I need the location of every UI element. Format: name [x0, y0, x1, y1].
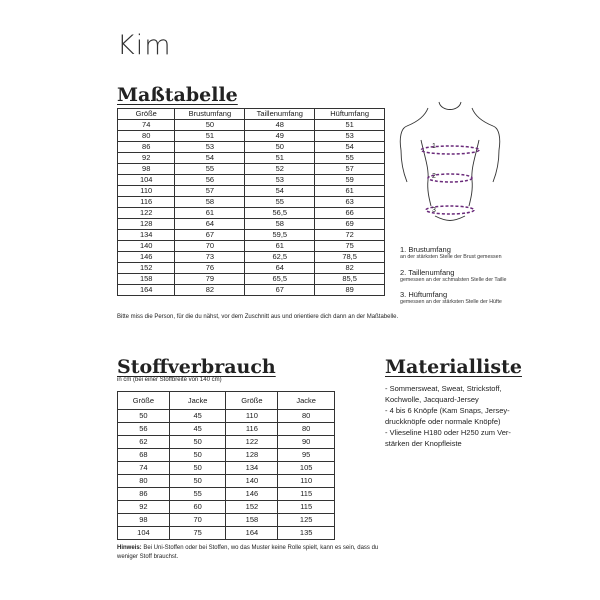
size-chart-cell: 59	[315, 175, 385, 186]
size-chart-cell: 56	[175, 175, 245, 186]
materials-heading: Materialliste	[385, 356, 522, 378]
size-chart-cell: 64	[245, 263, 315, 274]
fabric-hint-label: Hinweis:	[117, 545, 142, 551]
size-chart-cell: 53	[245, 175, 315, 186]
size-chart-cell: 86	[118, 142, 175, 153]
size-chart-cell: 50	[245, 142, 315, 153]
size-chart-cell: 70	[175, 241, 245, 252]
fabric-cell: 55	[169, 488, 226, 501]
body-outline-left-shoulder	[400, 108, 428, 150]
size-chart-cell: 61	[175, 208, 245, 219]
fabric-cell: 50	[169, 475, 226, 488]
size-chart-cell: 134	[118, 230, 175, 241]
body-outline-right-shoulder	[472, 108, 500, 150]
size-chart-note: Bitte miss die Person, für die du nähst, vor dem Zuschnitt aus und orientiere dich dann an der Maßtabelle.	[117, 314, 399, 320]
size-chart-cell: 53	[315, 131, 385, 142]
body-outline-hip	[435, 216, 465, 221]
fabric-cell: 80	[278, 423, 335, 436]
fabric-cell: 134	[226, 462, 278, 475]
body-outline-right-arm	[493, 150, 499, 182]
size-chart-cell: 64	[175, 219, 245, 230]
size-chart-cell: 72	[315, 230, 385, 241]
materials-item: - 4 bis 6 Knöpfe (Kam Snaps, Jersey-	[385, 406, 510, 415]
legend-bust	[400, 245, 502, 260]
size-chart-cell: 89	[315, 285, 385, 296]
size-chart-cell: 152	[118, 263, 175, 274]
size-chart-header-row	[118, 109, 385, 120]
body-outline-neck	[439, 102, 461, 110]
size-chart-cell: 67	[175, 230, 245, 241]
size-chart-cell: 57	[175, 186, 245, 197]
fabric-hint-text: Bei Uni-Stoffen oder bei Stoffen, wo das Muster keine Rolle spielt, kann es sein, dass du weniger Stoff brauchst.	[117, 545, 379, 560]
size-chart-cell: 58	[175, 197, 245, 208]
fabric-row	[118, 449, 335, 462]
fabric-cell: 105	[278, 462, 335, 475]
fabric-row	[118, 501, 335, 514]
size-chart-cell: 58	[245, 219, 315, 230]
materials-item: - Vlieseline H180 oder H250 zum Ver-	[385, 428, 511, 437]
fabric-cell: 125	[278, 514, 335, 527]
size-chart-cell: 59,5	[245, 230, 315, 241]
size-chart-cell: 65,5	[245, 274, 315, 285]
size-chart-cell: 61	[315, 186, 385, 197]
fabric-hint	[117, 544, 387, 562]
legend-bust-sub: an der stärksten Stelle der Brust gemessen	[400, 254, 502, 260]
fabric-cell: 56	[118, 423, 170, 436]
marker-2: 2	[432, 173, 436, 180]
size-chart-row	[118, 230, 385, 241]
fabric-row	[118, 488, 335, 501]
bust-line	[421, 146, 479, 154]
size-chart-cell: 51	[245, 153, 315, 164]
size-chart-cell: 67	[245, 285, 315, 296]
size-chart-row	[118, 142, 385, 153]
size-chart-row	[118, 131, 385, 142]
size-chart-row	[118, 164, 385, 175]
size-chart-cell: 78,5	[315, 252, 385, 263]
size-chart-cell: 62,5	[245, 252, 315, 263]
fabric-cell: 45	[169, 423, 226, 436]
size-chart-cell: 104	[118, 175, 175, 186]
fabric-cell: 158	[226, 514, 278, 527]
fabric-row	[118, 436, 335, 449]
size-chart-cell: 75	[315, 241, 385, 252]
size-chart-row	[118, 241, 385, 252]
legend-hip-sub: gemessen an der stärksten Stelle der Hüfte	[400, 299, 502, 305]
body-measurement-figure	[395, 98, 505, 228]
fabric-row	[118, 514, 335, 527]
materials-item: Kochwolle, Jacquard-Jersey	[385, 395, 479, 404]
body-outline-left-arm	[401, 150, 407, 182]
size-chart-cell: 85,5	[315, 274, 385, 285]
fabric-cell: 60	[169, 501, 226, 514]
size-chart-cell: 74	[118, 120, 175, 131]
fabric-header-cell: Jacke	[278, 392, 335, 410]
fabric-cell: 80	[278, 410, 335, 423]
materials-item: druckknöpfe oder normale Knöpfe)	[385, 417, 501, 426]
fabric-cell: 164	[226, 527, 278, 540]
legend-hip	[400, 290, 502, 305]
legend-hip-label: 3. Hüftumfang	[400, 290, 448, 299]
fabric-cell: 80	[118, 475, 170, 488]
fabric-subheading: in cm (bei einer Stoffbreite von 140 cm)	[117, 377, 222, 383]
legend-waist-sub: gemessen an der schmalsten Stelle der Taille	[400, 277, 507, 283]
size-chart-cell: 49	[245, 131, 315, 142]
body-outline-left-side	[421, 140, 431, 206]
fabric-cell: 90	[278, 436, 335, 449]
size-chart-cell: 55	[245, 197, 315, 208]
fabric-cell: 152	[226, 501, 278, 514]
fabric-cell: 50	[169, 462, 226, 475]
size-chart-cell: 54	[245, 186, 315, 197]
size-chart-cell: 82	[315, 263, 385, 274]
legend-waist	[400, 268, 507, 283]
size-chart-cell: 54	[315, 142, 385, 153]
fabric-table	[117, 391, 335, 540]
fabric-cell: 115	[278, 488, 335, 501]
size-chart-cell: 73	[175, 252, 245, 263]
size-chart-cell: 116	[118, 197, 175, 208]
materials-item: - Sommersweat, Sweat, Strickstoff,	[385, 384, 502, 393]
size-chart-cell: 82	[175, 285, 245, 296]
fabric-cell: 95	[278, 449, 335, 462]
size-chart-cell: 164	[118, 285, 175, 296]
fabric-header-cell: Jacke	[169, 392, 226, 410]
size-chart-cell: 158	[118, 274, 175, 285]
size-chart-header-cell: Größe	[118, 109, 175, 120]
size-chart-row	[118, 285, 385, 296]
size-chart-cell: 51	[315, 120, 385, 131]
size-chart-cell: 146	[118, 252, 175, 263]
size-chart-row	[118, 208, 385, 219]
size-chart-row	[118, 175, 385, 186]
fabric-row	[118, 475, 335, 488]
fabric-cell: 122	[226, 436, 278, 449]
marker-3: 3	[432, 207, 436, 214]
marker-1: 1	[432, 143, 436, 150]
fabric-cell: 116	[226, 423, 278, 436]
fabric-cell: 115	[278, 501, 335, 514]
fabric-cell: 50	[169, 449, 226, 462]
size-chart-cell: 53	[175, 142, 245, 153]
fabric-cell: 135	[278, 527, 335, 540]
fabric-cell: 146	[226, 488, 278, 501]
fabric-row	[118, 527, 335, 540]
fabric-cell: 140	[226, 475, 278, 488]
fabric-header-row	[118, 392, 335, 410]
fabric-cell: 50	[118, 410, 170, 423]
size-chart-cell: 66	[315, 208, 385, 219]
size-chart-cell: 110	[118, 186, 175, 197]
fabric-cell: 92	[118, 501, 170, 514]
size-chart-cell: 51	[175, 131, 245, 142]
fabric-row	[118, 462, 335, 475]
size-chart-cell: 50	[175, 120, 245, 131]
fabric-header-cell: Größe	[226, 392, 278, 410]
size-chart-cell: 55	[175, 164, 245, 175]
fabric-row	[118, 423, 335, 436]
legend-waist-label: 2. Taillenumfang	[400, 268, 455, 277]
size-chart-cell: 55	[315, 153, 385, 164]
fabric-heading: Stoffverbrauch	[117, 356, 276, 378]
size-chart-cell: 52	[245, 164, 315, 175]
size-chart-cell: 48	[245, 120, 315, 131]
size-chart-cell: 56,5	[245, 208, 315, 219]
size-chart-row	[118, 153, 385, 164]
fabric-cell: 70	[169, 514, 226, 527]
fabric-row	[118, 410, 335, 423]
size-chart-cell: 61	[245, 241, 315, 252]
size-chart-cell: 54	[175, 153, 245, 164]
fabric-cell: 98	[118, 514, 170, 527]
page-title: Kim	[117, 30, 172, 61]
size-chart-cell: 76	[175, 263, 245, 274]
size-chart-row	[118, 197, 385, 208]
size-chart-header-cell: Brustumfang	[175, 109, 245, 120]
materials-item: stärken der Knopfleiste	[385, 439, 462, 448]
size-chart-cell: 80	[118, 131, 175, 142]
materials-list	[385, 383, 525, 449]
size-chart-row	[118, 263, 385, 274]
fabric-cell: 62	[118, 436, 170, 449]
fabric-cell: 50	[169, 436, 226, 449]
size-chart-row	[118, 219, 385, 230]
size-chart-cell: 128	[118, 219, 175, 230]
size-chart-cell: 140	[118, 241, 175, 252]
size-chart-row	[118, 274, 385, 285]
fabric-cell: 75	[169, 527, 226, 540]
size-chart-row	[118, 186, 385, 197]
size-chart-cell: 92	[118, 153, 175, 164]
size-chart-cell: 69	[315, 219, 385, 230]
fabric-cell: 45	[169, 410, 226, 423]
body-outline-right-side	[469, 140, 479, 206]
size-chart-cell: 122	[118, 208, 175, 219]
size-chart-row	[118, 120, 385, 131]
fabric-cell: 68	[118, 449, 170, 462]
fabric-cell: 74	[118, 462, 170, 475]
fabric-cell: 110	[278, 475, 335, 488]
fabric-cell: 104	[118, 527, 170, 540]
fabric-header-cell: Größe	[118, 392, 170, 410]
size-chart-header-cell: Hüftumfang	[315, 109, 385, 120]
fabric-cell: 128	[226, 449, 278, 462]
size-chart-heading: Maßtabelle	[117, 84, 238, 106]
size-chart-cell: 79	[175, 274, 245, 285]
size-chart-cell: 98	[118, 164, 175, 175]
size-chart-header-cell: Taillenumfang	[245, 109, 315, 120]
size-chart-cell: 57	[315, 164, 385, 175]
size-chart-table	[117, 108, 385, 296]
legend-bust-label: 1. Brustumfang	[400, 245, 451, 254]
size-chart-cell: 63	[315, 197, 385, 208]
fabric-cell: 86	[118, 488, 170, 501]
fabric-cell: 110	[226, 410, 278, 423]
size-chart-row	[118, 252, 385, 263]
